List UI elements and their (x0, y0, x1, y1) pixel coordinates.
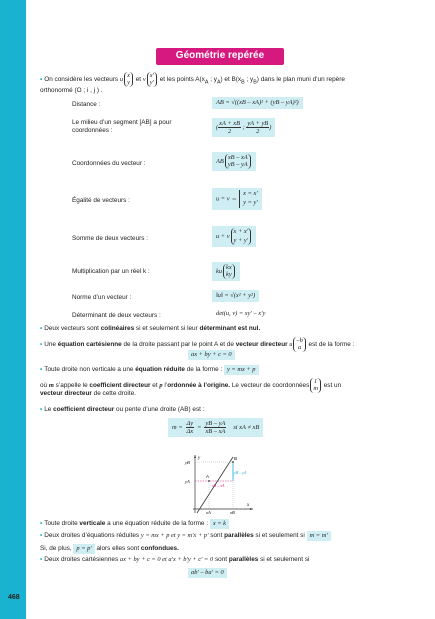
coef-text: où m s’appelle le coefficient directeur et p l’ordonnée à l’origine. Le vecteur de coordonnées 1 m est un (40, 378, 342, 393)
page-title: Géométrie repérée (156, 48, 284, 65)
collinear-text: • Deux vecteurs sont colinéaires si et seulement si leur déterminant est nul. (40, 325, 261, 332)
midpoint-label: Le milieu d’un segment [AB] a pour coordonnées : (72, 119, 172, 134)
ya-label: yA (185, 479, 190, 484)
vector-sum-formula: u + v x + x′ y + y′ (212, 226, 256, 247)
vertical-formula: x = k (210, 519, 229, 529)
dx-label: xB – xA (212, 483, 225, 488)
parallel-text: • Deux droites d’équations réduites y = mx + p et y = m′x + p′ sont parallèles si et seulement si m = m′ (40, 531, 415, 541)
intro-text-line2: orthonormé (O ; i , j ) . (40, 87, 103, 94)
distance-label: Distance : (72, 101, 101, 108)
midpoint-formula: ( $\frac{xA + xB}{2}$ ; $\frac{yA + yB}{2}$ ) (212, 118, 275, 137)
point-a (208, 480, 210, 482)
slope-formula: m = $\frac{\Delta y}{\Delta x}$ = $\frac{yB - yA}{xB - xA}$ si xA ≠ xB (168, 418, 263, 437)
b-label: B (234, 456, 238, 461)
bullet: • (40, 76, 43, 84)
slope-text: • Le coefficient directeur ou pente d’une droite (AB) est : (40, 406, 205, 413)
determinant-formula: det(u, v) = xy′ – x′y (216, 310, 266, 317)
scalar-mult-formula: ku kx ky (212, 262, 240, 281)
page-number: 468 (8, 594, 20, 601)
cartesian-text: • Une équation cartésienne de la droite passant par le point A et de vecteur directeur u –b a est de la forme : (40, 337, 355, 352)
reduced-formula: y = mx + p (224, 365, 259, 375)
scalar-mult-label: Multiplication par un réel k : (72, 268, 150, 275)
xa-label: xA (206, 510, 211, 515)
vector-v: x′ y′ (147, 72, 157, 87)
intro-text: • On considère les vecteurs u x y et v x′ y′ et les points $A(x_A$ ; $y_A$) et $B(x_B$ ; $y_B$) dans le plan muni d’un repère (40, 72, 345, 87)
parallel-formula: m = m′ (307, 531, 331, 541)
cart-parallel-formula: ab′ – ba′ = 0 (188, 568, 227, 578)
vector-coords-label: Coordonnées du vecteur : (72, 160, 146, 167)
yb-label: yB (185, 460, 190, 465)
vector-equality-label: Égalité de vecteurs : (72, 197, 130, 204)
determinant-label: Déterminant de deux vecteurs : (72, 312, 161, 319)
slope-graph (175, 453, 255, 515)
vector-u: x y (124, 72, 133, 87)
parallel-confounded: Si, de plus, p = p′ alors elles sont confondues. (40, 545, 179, 552)
reduced-text: • Toute droite non verticale a une équation réduite de la forme : y = mx + p (40, 365, 259, 375)
vector-equality-formula: u = v ⇔ x = x′ y = y′ (212, 188, 262, 210)
vertical-text: • Toute droite verticale a une équation réduite de la forme : x = k (40, 519, 229, 529)
xb-label: xB (230, 510, 235, 515)
cart-parallel-text: • Deux droites cartésiennes ax + by + c = 0 et a′x + b′y + c′ = 0 sont parallèles si et seulement si (40, 556, 310, 563)
a-label: A (206, 474, 210, 479)
dy-label: yB – yA (234, 470, 247, 475)
side-band (0, 0, 26, 619)
vector-coords-formula: AB xB – xA yB – yA (212, 152, 256, 171)
y-axis-label: y (198, 456, 201, 461)
confounded-formula: p = p′ (73, 544, 94, 554)
cartesian-formula: ax + by + c = 0 (188, 350, 235, 360)
x-axis-label: x (247, 503, 250, 508)
norm-formula: ‖u‖ = √(x² + y²) (212, 290, 259, 302)
distance-formula: AB = √((xB – xA)² + (yB – yA)²) (212, 97, 303, 109)
coef-text-line2: vecteur directeur de cette droite. (40, 390, 136, 397)
vector-sum-label: Somme de deux vecteurs : (72, 235, 149, 242)
point-b (232, 461, 234, 463)
norm-label: Norme d’un vecteur : (72, 294, 132, 301)
